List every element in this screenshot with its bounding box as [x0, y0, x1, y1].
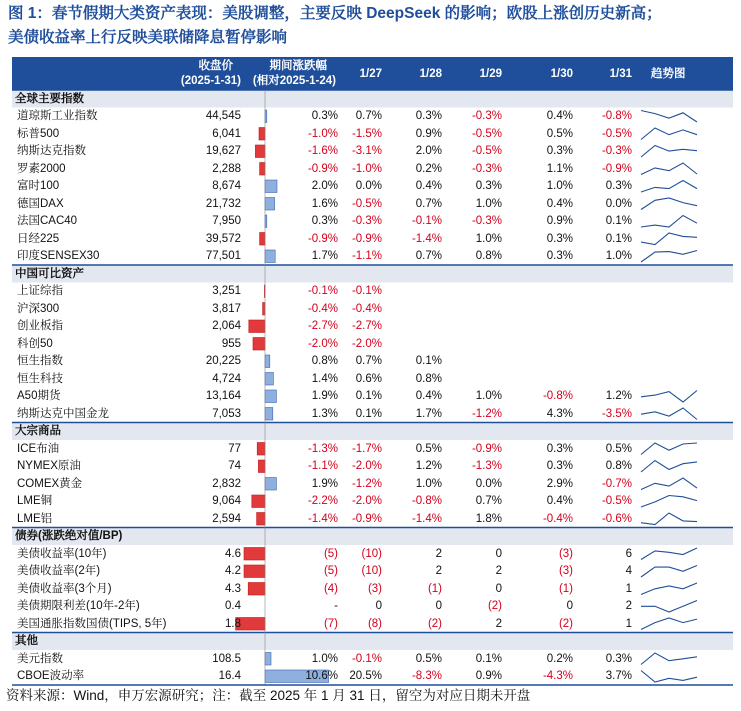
- row-daily: 0.2%: [546, 652, 573, 665]
- row-daily: -0.9%: [351, 512, 382, 525]
- row-daily: (2): [487, 600, 502, 613]
- section-band: [12, 90, 733, 108]
- row-price: 13,164: [205, 390, 241, 403]
- row-daily: -1.3%: [471, 460, 502, 473]
- row-daily: 1.2%: [605, 390, 632, 403]
- row-daily: 2.9%: [546, 477, 573, 490]
- header-change-sub: (相对2025-1-24): [252, 75, 336, 87]
- row-daily: 2: [495, 617, 502, 630]
- row-daily: 0.3%: [546, 145, 573, 158]
- row-daily: 0.3%: [546, 232, 573, 245]
- row-daily: -1.2%: [471, 407, 502, 420]
- row-daily: -0.3%: [601, 145, 632, 158]
- row-daily: (1): [427, 582, 442, 595]
- trend-sparkline: [641, 461, 697, 473]
- row-change: (5): [323, 547, 338, 560]
- row-daily: 0.5%: [605, 442, 632, 455]
- row-change: -2.7%: [307, 320, 338, 333]
- trend-sparkline: [641, 496, 697, 508]
- trend-sparkline: [641, 618, 697, 630]
- row-name: 印度SENSEX30: [17, 250, 100, 263]
- row-price: 6,041: [212, 127, 241, 140]
- row-price: 7,950: [212, 215, 241, 228]
- row-daily: -2.0%: [351, 337, 382, 350]
- row-change: (7): [323, 617, 338, 630]
- row-daily: -0.5%: [601, 495, 632, 508]
- row-daily: 0.9%: [546, 215, 573, 228]
- row-daily: (3): [367, 582, 382, 595]
- row-daily: 1: [625, 617, 632, 630]
- row-daily: (2): [427, 617, 442, 630]
- row-daily: 0.9%: [475, 670, 502, 683]
- row-daily: -0.1%: [351, 652, 382, 665]
- header-day: 1/28: [419, 68, 442, 80]
- row-daily: 0.0%: [475, 477, 502, 490]
- row-daily: 0.0%: [355, 180, 382, 193]
- row-daily: 20.5%: [349, 670, 382, 683]
- row-name: LME铝: [17, 512, 53, 525]
- row-price: 77: [228, 442, 241, 455]
- row-change: (4): [323, 582, 338, 595]
- row-price: 9,064: [212, 495, 241, 508]
- header-day: 1/30: [550, 68, 573, 80]
- row-daily: 0.3%: [475, 180, 502, 193]
- header-change: 期间涨跌幅: [269, 60, 327, 72]
- row-daily: -3.5%: [601, 407, 632, 420]
- row-daily: 2: [435, 565, 442, 578]
- trend-sparkline: [641, 601, 697, 613]
- row-daily: (1): [558, 582, 573, 595]
- row-price: 2,288: [212, 162, 241, 175]
- row-name: 科创50: [17, 337, 53, 350]
- row-daily: -1.1%: [351, 250, 382, 263]
- row-daily: 2.0%: [415, 145, 442, 158]
- trend-sparkline: [641, 583, 697, 595]
- row-daily: (8): [367, 617, 382, 630]
- row-daily: 0.3%: [546, 250, 573, 263]
- row-price: 8,674: [212, 180, 241, 193]
- row-daily: -4.3%: [542, 670, 573, 683]
- row-daily: -1.7%: [351, 442, 382, 455]
- row-change: -1.3%: [307, 442, 338, 455]
- row-daily: -8.3%: [411, 670, 442, 683]
- row-change: -0.4%: [307, 302, 338, 315]
- row-daily: 0: [375, 600, 382, 613]
- row-price: 0.4: [225, 600, 241, 613]
- row-daily: -2.0%: [351, 460, 382, 473]
- row-daily: 0.3%: [605, 180, 632, 193]
- row-daily: -1.2%: [351, 477, 382, 490]
- row-price: 74: [228, 460, 241, 473]
- row-change: -2.0%: [307, 337, 338, 350]
- row-name: 美国通胀指数国债(TIPS, 5年): [17, 617, 167, 630]
- section-title: 债券(涨跌绝对值/BP): [15, 530, 123, 543]
- trend-sparkline: [641, 128, 697, 140]
- trend-sparkline: [641, 181, 697, 193]
- row-daily: 0.3%: [546, 442, 573, 455]
- row-daily: 0: [566, 600, 573, 613]
- row-daily: 0: [495, 582, 502, 595]
- row-daily: 0.5%: [546, 127, 573, 140]
- row-change: 1.6%: [311, 197, 338, 210]
- row-daily: -0.7%: [601, 477, 632, 490]
- row-daily: -0.9%: [601, 162, 632, 175]
- header-day: 1/29: [479, 68, 502, 80]
- row-daily: 0.1%: [605, 232, 632, 245]
- row-daily: (10): [361, 565, 382, 578]
- row-daily: 1.0%: [475, 232, 502, 245]
- row-change: -1.1%: [307, 460, 338, 473]
- trend-sparkline: [641, 251, 697, 263]
- row-name: 沪深300: [17, 302, 60, 315]
- row-daily: 1.0%: [415, 477, 442, 490]
- row-daily: 0.5%: [415, 652, 442, 665]
- row-price: 44,545: [205, 110, 241, 123]
- row-name: 罗素2000: [17, 162, 66, 175]
- row-price: 2,832: [212, 477, 241, 490]
- row-price: 16.4: [218, 670, 241, 683]
- row-name: 富时100: [17, 180, 60, 193]
- section-band: [12, 423, 733, 441]
- row-price: 4.2: [225, 565, 241, 578]
- row-daily: -0.3%: [351, 215, 382, 228]
- row-daily: 0.7%: [415, 197, 442, 210]
- row-daily: -0.5%: [471, 145, 502, 158]
- row-daily: 1.2%: [415, 460, 442, 473]
- row-change: -: [334, 600, 338, 613]
- row-daily: 1.1%: [546, 162, 573, 175]
- row-daily: -0.8%: [601, 110, 632, 123]
- trend-sparkline: [641, 513, 697, 525]
- row-daily: 0: [435, 600, 442, 613]
- row-daily: 0.1%: [355, 407, 382, 420]
- row-change: 1.9%: [311, 477, 338, 490]
- row-name: A50期货: [17, 390, 61, 403]
- row-price: 4.6: [225, 547, 241, 560]
- row-daily: -3.1%: [351, 145, 382, 158]
- row-name: 纳斯达克指数: [17, 145, 86, 158]
- row-price: 2,064: [212, 320, 241, 333]
- section-band: [12, 633, 733, 651]
- row-daily: 0.7%: [415, 250, 442, 263]
- row-change: -0.9%: [307, 162, 338, 175]
- row-daily: 2: [435, 547, 442, 560]
- row-daily: 0.3%: [415, 110, 442, 123]
- row-change: -2.2%: [307, 495, 338, 508]
- row-daily: -0.5%: [351, 197, 382, 210]
- row-price: 108.5: [212, 652, 241, 665]
- row-change: 1.3%: [311, 407, 338, 420]
- trend-sparkline: [641, 478, 697, 490]
- row-change: -1.0%: [307, 127, 338, 140]
- row-daily: 0.1%: [355, 390, 382, 403]
- row-change: 1.7%: [311, 250, 338, 263]
- trend-sparkline: [641, 671, 697, 683]
- row-daily: -1.5%: [351, 127, 382, 140]
- row-daily: 1.0%: [546, 180, 573, 193]
- row-price: 2,594: [212, 512, 241, 525]
- row-name: 纳斯达克中国金龙: [17, 407, 109, 420]
- row-daily: -0.8%: [542, 390, 573, 403]
- header-day: 1/31: [609, 68, 632, 80]
- row-price: 4,724: [212, 372, 241, 385]
- row-price: 20,225: [205, 355, 241, 368]
- row-daily: (3): [558, 547, 573, 560]
- row-daily: 0.2%: [415, 162, 442, 175]
- row-price: 39,572: [205, 232, 241, 245]
- row-daily: 0.4%: [415, 390, 442, 403]
- trend-sparkline: [641, 566, 697, 578]
- row-daily: -1.4%: [411, 512, 442, 525]
- row-daily: 0.7%: [355, 355, 382, 368]
- row-daily: 0.7%: [475, 495, 502, 508]
- row-name: CBOE波动率: [17, 670, 85, 683]
- section-title: 大宗商品: [15, 425, 61, 438]
- row-price: 77,501: [205, 250, 241, 263]
- row-daily: 4.3%: [546, 407, 573, 420]
- row-daily: -0.9%: [471, 442, 502, 455]
- section-title: 中国可比资产: [15, 267, 84, 280]
- row-daily: 3.7%: [605, 670, 632, 683]
- row-daily: -2.7%: [351, 320, 382, 333]
- row-daily: -0.8%: [411, 495, 442, 508]
- row-daily: -0.5%: [601, 127, 632, 140]
- row-daily: 0.4%: [546, 110, 573, 123]
- row-daily: -1.0%: [351, 162, 382, 175]
- row-name: LME铜: [17, 495, 53, 508]
- row-daily: 0.7%: [355, 110, 382, 123]
- row-price: 7,053: [212, 407, 241, 420]
- row-daily: 0.3%: [605, 652, 632, 665]
- row-name: 法国CAC40: [17, 215, 78, 228]
- row-daily: (3): [558, 565, 573, 578]
- row-name: 德国DAX: [17, 197, 64, 210]
- row-daily: 0.0%: [605, 197, 632, 210]
- row-name: 美债期限利差(10年-2年): [17, 600, 140, 613]
- row-change: 0.3%: [311, 215, 338, 228]
- trend-sparkline: [641, 391, 697, 403]
- row-name: ICE布油: [17, 442, 60, 455]
- trend-sparkline: [641, 198, 697, 210]
- row-daily: 0.8%: [415, 372, 442, 385]
- row-name: 美债收益率(10年): [17, 547, 107, 560]
- source-note: 资料来源：Wind，申万宏源研究；注：截至 2025 年 1 月 31 日，留空为对应日期未开盘: [6, 688, 531, 703]
- row-daily: -2.0%: [351, 495, 382, 508]
- row-daily: 0.3%: [546, 460, 573, 473]
- row-price: 19,627: [205, 145, 241, 158]
- row-daily: -0.1%: [411, 215, 442, 228]
- row-daily: 1.8%: [475, 512, 502, 525]
- row-change: 1.9%: [311, 390, 338, 403]
- row-change: 1.0%: [311, 652, 338, 665]
- row-name: 美元指数: [17, 652, 63, 665]
- row-daily: -0.3%: [471, 110, 502, 123]
- row-daily: 0.9%: [415, 127, 442, 140]
- row-daily: -0.5%: [471, 127, 502, 140]
- header-day: 1/27: [359, 68, 382, 80]
- row-price: 4.3: [225, 582, 241, 595]
- row-daily: -0.3%: [471, 162, 502, 175]
- row-daily: 6: [625, 547, 632, 560]
- row-name: 上证综指: [17, 285, 63, 298]
- row-change: 0.8%: [311, 355, 338, 368]
- row-daily: 0.4%: [546, 197, 573, 210]
- row-change: -0.1%: [307, 285, 338, 298]
- row-price: 955: [221, 337, 241, 350]
- row-change: -1.6%: [307, 145, 338, 158]
- row-price: 21,732: [205, 197, 241, 210]
- row-name: 标普500: [17, 127, 60, 140]
- row-daily: -0.6%: [601, 512, 632, 525]
- row-daily: 1: [625, 582, 632, 595]
- row-price: 1.8: [225, 617, 241, 630]
- row-daily: 0.1%: [605, 215, 632, 228]
- row-daily: -0.3%: [471, 215, 502, 228]
- row-daily: 1.0%: [475, 197, 502, 210]
- section-title: 其他: [15, 635, 38, 648]
- section-title: 全球主要指数: [15, 92, 84, 105]
- row-name: 道琼斯工业指数: [17, 110, 98, 123]
- trend-sparkline: [641, 408, 697, 420]
- row-name: NYMEX原油: [17, 460, 81, 473]
- row-daily: -0.4%: [542, 512, 573, 525]
- row-change: 0.3%: [311, 110, 338, 123]
- row-change: 1.4%: [311, 372, 338, 385]
- trend-sparkline: [641, 653, 697, 665]
- row-daily: 0.4%: [415, 180, 442, 193]
- row-daily: 0.4%: [546, 495, 573, 508]
- trend-sparkline: [641, 443, 697, 455]
- row-daily: 2: [495, 565, 502, 578]
- header-price: 收盘价: [198, 60, 233, 72]
- row-daily: -0.1%: [351, 285, 382, 298]
- row-daily: 4: [625, 565, 632, 578]
- row-daily: 0.6%: [355, 372, 382, 385]
- trend-sparkline: [641, 233, 697, 245]
- row-price: 3,817: [212, 302, 241, 315]
- section-band: [12, 265, 733, 283]
- row-name: 创业板指: [17, 320, 63, 333]
- row-price: 3,251: [212, 285, 241, 298]
- trend-sparkline: [641, 146, 697, 158]
- trend-sparkline: [641, 216, 697, 228]
- row-change: (5): [323, 565, 338, 578]
- row-daily: 0.8%: [475, 250, 502, 263]
- row-daily: (2): [558, 617, 573, 630]
- row-change: 10.6%: [305, 670, 338, 683]
- figure-title-line1: 图 1：春节假期大类资产表现：美股调整，主要反映 DeepSeek 的影响；欧股上涨创历史新高；: [8, 5, 662, 22]
- row-daily: 2: [625, 600, 632, 613]
- row-daily: (10): [361, 547, 382, 560]
- header-trend: 趋势图: [651, 68, 686, 80]
- row-daily: 0: [495, 547, 502, 560]
- row-daily: 0.5%: [415, 442, 442, 455]
- row-daily: 0.8%: [605, 460, 632, 473]
- row-daily: -1.4%: [411, 232, 442, 245]
- row-daily: -0.9%: [351, 232, 382, 245]
- row-daily: -0.4%: [351, 302, 382, 315]
- trend-sparkline: [641, 163, 697, 175]
- figure-title-line2: 美债收益率上行反映美联储降息暂停影响: [8, 29, 288, 46]
- row-name: 恒生科技: [17, 372, 63, 385]
- row-change: -1.4%: [307, 512, 338, 525]
- row-daily: 1.0%: [605, 250, 632, 263]
- row-name: 恒生指数: [17, 355, 63, 368]
- row-name: 日经225: [17, 232, 60, 245]
- header-price-date: (2025-1-31): [180, 75, 241, 87]
- row-change: 2.0%: [311, 180, 338, 193]
- row-name: COMEX黄金: [17, 477, 83, 490]
- row-name: 美债收益率(2年): [17, 565, 101, 578]
- row-name: 美债收益率(3个月): [17, 582, 112, 595]
- row-daily: 0.1%: [475, 652, 502, 665]
- row-change: -0.9%: [307, 232, 338, 245]
- trend-sparkline: [641, 111, 697, 123]
- row-daily: 1.7%: [415, 407, 442, 420]
- row-daily: 0.1%: [415, 355, 442, 368]
- row-daily: 1.0%: [475, 390, 502, 403]
- trend-sparkline: [641, 548, 697, 560]
